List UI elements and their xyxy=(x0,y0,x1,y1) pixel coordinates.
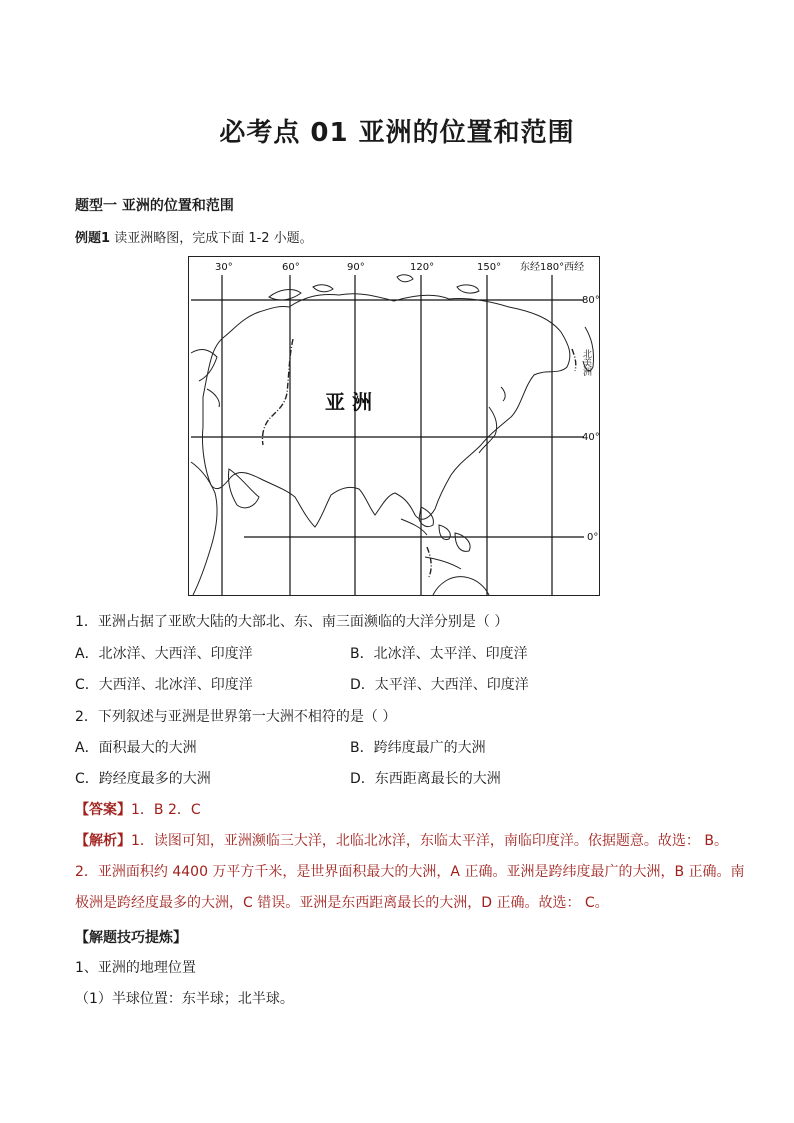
lon-label-150: 150° xyxy=(477,262,502,273)
lon-label-30: 30° xyxy=(215,262,233,273)
australia-outline xyxy=(433,577,489,595)
continent-label-asia: 亚 洲 xyxy=(325,390,372,414)
example-label: 例题1 xyxy=(75,231,111,246)
asia-map-drawing xyxy=(189,257,601,597)
lat-label-40: 40° xyxy=(582,432,600,443)
question-2-option-a[interactable]: A．面积最大的大洲 xyxy=(75,740,197,756)
question-2-option-c[interactable]: C．跨经度最多的大洲 xyxy=(75,771,211,787)
analysis-line-1 xyxy=(75,830,728,850)
question-2-option-b[interactable]: B．跨纬度最广的大洲 xyxy=(350,740,486,756)
question-2-stem: 2．下列叙述与亚洲是世界第一大洲不相符的是（ ） xyxy=(75,709,397,725)
question-1-option-a[interactable]: A．北冰洋、大西洋、印度洋 xyxy=(75,646,253,662)
answer-label: 【答案】 xyxy=(75,802,131,818)
analysis-line-3: 极洲是跨经度最多的大洲，C 错误。亚洲是东西距离最长的大洲，D 正确。故选： C。 xyxy=(75,895,609,911)
lon-label-60: 60° xyxy=(282,262,300,273)
africa-outline xyxy=(191,462,217,595)
answer-text: 1．B 2．C xyxy=(131,802,201,818)
eurasia-coastline xyxy=(202,294,569,527)
parallel-lines xyxy=(191,300,584,537)
example-intro xyxy=(75,227,313,246)
page-title: 必考点 01 亚洲的位置和范围 xyxy=(219,118,575,148)
analysis-text-1: 1．读图可知，亚洲濒临三大洋，北临北冰洋，东临太平洋，南临印度洋。依据题意。故选： B。 xyxy=(131,833,728,849)
tip-point-2: （1）半球位置：东半球；北半球。 xyxy=(75,991,294,1007)
answer-line xyxy=(75,799,201,819)
meridian-lines xyxy=(222,275,552,595)
tip-point-1: 1、亚洲的地理位置 xyxy=(75,960,196,976)
question-1-stem: 1．亚洲占据了亚欧大陆的大部北、东、南三面濒临的大洋分别是（ ） xyxy=(75,614,509,630)
section-heading: 题型一 亚洲的位置和范围 xyxy=(75,198,234,214)
example-text: 读亚洲略图，完成下面 1-2 小题。 xyxy=(114,231,313,246)
analysis-line-2: 2．亚洲面积约 4400 万平方千米，是世界面积最大的大洲，A 正确。亚洲是跨纬度最广的大洲，B 正确。南 xyxy=(75,864,745,880)
lat-label-0: 0° xyxy=(587,532,599,543)
lon-label-120: 120° xyxy=(410,262,435,273)
europe-outline xyxy=(191,350,219,407)
tip-heading: 【解题技巧提炼】 xyxy=(75,930,187,946)
asia-map xyxy=(188,256,600,596)
lon-label-180: 东经180°西经 xyxy=(520,262,585,273)
lat-label-80: 80° xyxy=(582,295,600,306)
continent-label-north-america: 北美洲 xyxy=(581,349,591,376)
question-2-option-d[interactable]: D．东西距离最长的大洲 xyxy=(350,771,501,787)
question-1-option-d[interactable]: D．太平洋、大西洋、印度洋 xyxy=(350,677,529,693)
southeast-asia-islands xyxy=(401,507,470,569)
question-1-option-c[interactable]: C．大西洋、北冰洋、印度洋 xyxy=(75,677,253,693)
continent-boundaries xyxy=(262,339,575,577)
analysis-label: 【解析】 xyxy=(75,833,131,849)
lon-label-90: 90° xyxy=(347,262,365,273)
question-1-option-b[interactable]: B．北冰洋、太平洋、印度洋 xyxy=(350,646,528,662)
